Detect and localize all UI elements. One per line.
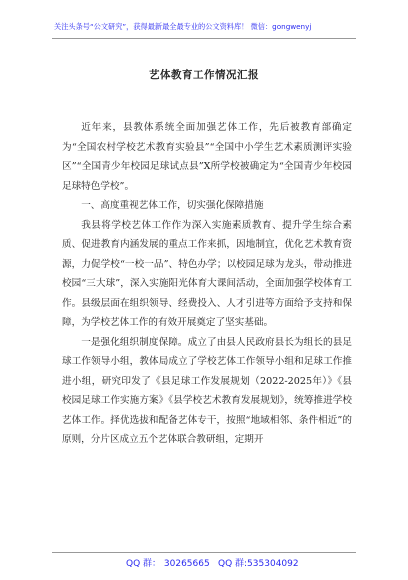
paragraph-intro: 近年来，县教体系统全面加强艺体工作，先后被教育部确定为“全国农村学校艺术教育实验县”“全国中小学生艺术素质测评实验区”“全国青少年校园足球试点县”X所学校被确定为“全国青少年校园足球特色学校”。 — [62, 122, 352, 192]
footer-qq-group-2: QQ 群:535304092 — [218, 559, 299, 569]
header-notice: 关注头条号“公文研究”，获得最新最全最专业的公文资料库！ 微信：gongwenyj — [54, 22, 312, 31]
section-heading-1: 一、高度重视艺体工作，切实强化保障措施 — [81, 200, 264, 211]
footer-divider — [52, 552, 356, 553]
document-body — [62, 118, 352, 450]
footer-qq-group-1: QQ 群： 30265665 — [126, 559, 210, 569]
paragraph-organization: 一是强化组织制度保障。成立了由县人民政府县长为组长的县足球工作领导小组，教体局成立了学校艺体工作领导小组和足球工作推进小组，研究印发了《县足球工作发展规划（2022-2025年）》《县校园足球工作实施方案》《县学校艺术教育发展规划》，统筹推进学校艺体工作。择优选拔和配备艺体专干，按照“地域相邻、条件相近”的原则，分片区成立五个艺体联合教研组，定期开 — [62, 336, 352, 445]
header-divider — [52, 38, 356, 39]
paragraph-overview: 我县将学校艺体工作作为深入实施素质教育、提升学生综合素质、促进教育内涵发展的重点工作来抓，因地制宜，优化艺术教育资源，力促学校“一校一品”、特色办学；以校园足球为龙头，带动推进校园“三大球”，深入实施阳光体育大课间活动，全面加强学校体育工作。县级层面在组织领导、经费投入、人才引进等方面给予支持和保障，为学校艺体工作的有效开展奠定了坚实基础。 — [62, 219, 352, 328]
document-title: 艺体教育工作情况汇报 — [149, 69, 259, 81]
